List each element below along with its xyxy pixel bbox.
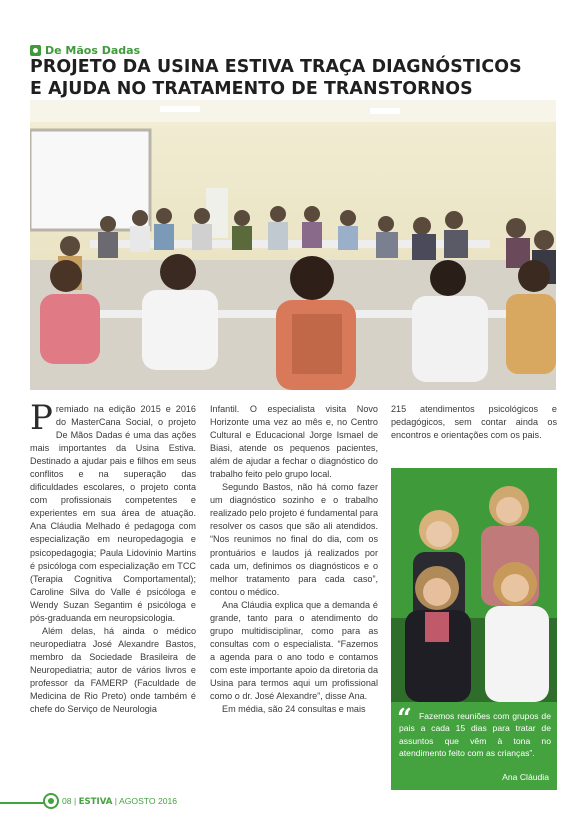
- quote-mark-icon: “: [397, 704, 412, 734]
- team-photo: [391, 468, 557, 702]
- paragraph: Além delas, há ainda o médico neuropediatra José Alexandre Bastos, membro da Sociedade Brasileira de Neuropediatria; autor de vários livros e professor da FAMERP (Faculdade de Medicina de Rio Preto) onde também é chefe do Serviço de Neurologia: [30, 625, 196, 715]
- estiva-logo-icon: [43, 793, 59, 809]
- headline: [30, 56, 570, 100]
- pull-quote: [391, 702, 557, 790]
- footer-text: 08 | ESTIVA | AGOSTO 2016: [62, 796, 178, 807]
- quote-author: Ana Cláudia: [502, 772, 549, 782]
- paragraph: 215 atendimentos psicológicos e pedagógicos, sem contar ainda os encontros e orientações com os pais.: [391, 404, 557, 441]
- article-column-2: [210, 403, 378, 716]
- paragraph: Premiado na edição 2015 e 2016 do MasterCana Social, o projeto De Mãos Dadas é uma das ações mais importantes da Usina Estiva. Destinado a ajudar pais e filhos em seus conflitos e na superação das dificuldades escolares, o projeto conta com profissionais competentes e experientes em sua área de atuação. Ana Cláudia Melhado é pedagoga com especialização em neuropedagogia e psicopedagogia; Paula Lidovinio Martins é psicóloga com especialização em TCC (Terapia Cognitiva Comportamental); Caroline Silva do Valle é psicóloga e Wendy Suzan Segantim é psicóloga e pós-graduanda em neuropsicologia.: [30, 398, 196, 623]
- page-number: 08: [62, 796, 72, 806]
- meeting-photo: [30, 100, 556, 390]
- issue-date: AGOSTO 2016: [118, 796, 178, 806]
- dropcap: P: [30, 398, 53, 438]
- headline-line-2: E AJUDA NO TRATAMENTO DE TRANSTORNOS: [30, 79, 473, 99]
- leaf-logo-icon: [30, 45, 41, 56]
- headline-line-1: PROJETO DA USINA ESTIVA TRAÇA DIAGNÓSTICOS: [30, 57, 522, 77]
- paragraph: Em média, são 24 consultas e mais: [222, 704, 366, 715]
- article-column-1: [30, 398, 196, 716]
- article-column-3: [391, 403, 557, 442]
- section-label: De Mãos Dadas: [45, 44, 141, 57]
- paragraph: Ana Cláudia explica que a demanda é grande, tanto para o atendimento do grupo multidisciplinar, como para as consultas com o especialista. “Fazemos a agenda para o ano todo e contamos com este importante apoio da diretoria da Usina para termos aqui um profissional como o dr. José Alexandre”, disse Ana.: [210, 599, 378, 702]
- paragraph: Segundo Bastos, não há como fazer um diagnóstico sozinho e o trabalho realizado pelo projeto é fundamental para resolver os casos que são ali atendidos. “Nos reunimos no final do dia, com os prontuários e laudos já realizados por cada um, definimos os diagnósticos e o melhor tratamento para cada caso”, contou o médico.: [210, 482, 378, 597]
- magazine-name: ESTIVA: [78, 797, 113, 807]
- paragraph: Infantil. O especialista visita Novo Horizonte uma vez ao mês e, no Centro Cultural e Educacional Jorge Ismael de Biasi, atende os pequenos pacientes, além de ajudar a fechar o diagnóstico do trabalho feito pelo grupo local.: [210, 404, 378, 480]
- footer-rule: [0, 802, 44, 804]
- page-footer: [0, 790, 588, 814]
- quote-text: Fazemos reuniões com grupos de pais a cada 15 dias para tratar de assuntos que vêm à tona no atendimento feito com as crianças”.: [399, 711, 551, 759]
